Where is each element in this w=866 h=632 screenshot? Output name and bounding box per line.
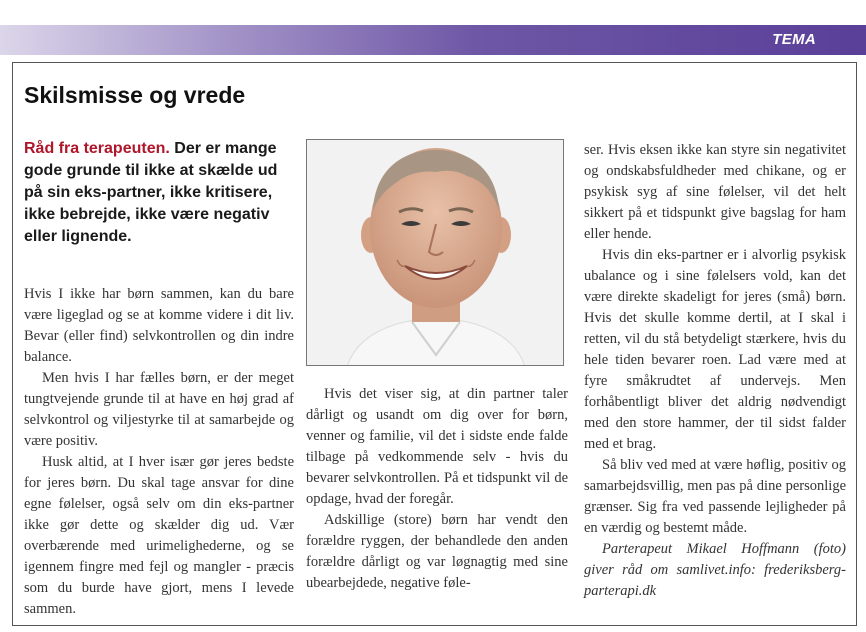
paragraph: Hvis I ikke har børn sammen, kan du bare være ligeglad og se at komme videre i dit liv. Bevar (eller find) selvkontrollen og din indre balance. — [24, 286, 294, 365]
article-title: Skilsmisse og vrede — [24, 82, 246, 108]
portrait-illustration — [307, 140, 564, 366]
column-3 — [584, 140, 846, 602]
column-2 — [306, 384, 568, 594]
lede-lead: Råd fra terapeuten. — [24, 140, 170, 157]
section-banner — [0, 25, 866, 55]
paragraph: Så bliv ved med at være høflig, positiv og samarbejdsvillig, men pas på dine personlige grænser. Sig fra ved passende lejligheder på en værdig og bestemt måde. — [584, 457, 846, 536]
article-lede — [24, 138, 292, 248]
author-signature: Parterapeut Mikael Hoffmann (foto) giver råd om samlivet.info: frederiksberg-parterapi.dk — [584, 541, 846, 599]
paragraph: Adskillige (store) børn har vendt den forældre ryggen, der behandlede den anden forældre dårligt og var løgnagtig med sine ubearbejdede, negative føle- — [306, 512, 568, 591]
paragraph: ser. Hvis eksen ikke kan styre sin negativitet og ondskabsfuldheder med chikane, og er psykisk syg af sine følelser, vil det helt sikkert på et tidspunkt give bagslag for ham eller hende. — [584, 142, 846, 242]
column-1 — [24, 284, 294, 620]
paragraph: Hvis det viser sig, at din partner taler dårligt og usandt om dig over for børn, venner og familie, vil det i sidste ende falde tilbage på vedkommende selv - hvis du bevarer selvkontrollen. På et tidspunkt vil de opdage, hvad der foregår. — [306, 386, 568, 507]
therapist-photo — [306, 139, 564, 366]
paragraph: Men hvis I har fælles børn, er der meget tungtvejende grunde til at have en høj grad af selvkontrol og viljestyrke til at samarbejde og være positiv. — [24, 370, 294, 449]
lede-text: Der er mange gode grunde til ikke at skælde ud på sin eks-partner, ikke kritisere, ikke bebrejde, ikke være negativ eller lignende. — [24, 140, 278, 245]
paragraph: Husk altid, at I hver især gør jeres bedste for jeres børn. Du skal tage ansvar for dine egne følelser, også selv om din eks-partner ikke gør dette og skælder dig ud. Vær overbærende med urimelighederne, og se igennem fingre med fejl og mangler - præcis som du burde have gjort, mens I levede sammen. — [24, 454, 294, 617]
paragraph: Hvis din eks-partner er i alvorlig psykisk ubalance og i sine følelsers vold, kan det være direkte skadeligt for jeres (små) børn. Hvis det skulle komme dertil, at I skal i retten, vil du stå betydeligt stærkere, hvis du hele tiden bevarer roen. Lad være med at fyre småkrudtet af undervejs. Men forhåbentligt bliver det aldrig nødvendigt med den store hammer, der til sidst falder med et brag. — [584, 247, 846, 452]
section-label: TEMA — [772, 31, 816, 48]
